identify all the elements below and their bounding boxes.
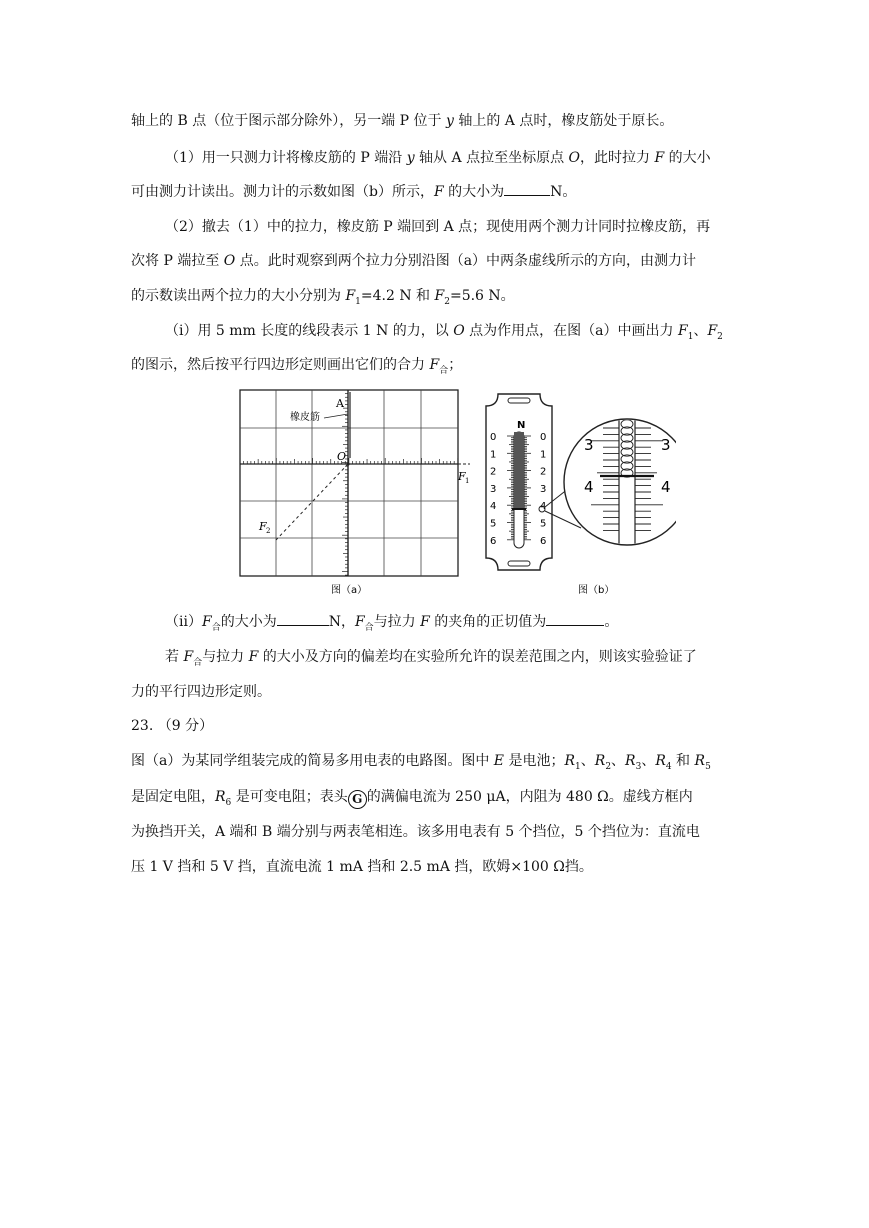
text-span: 是可变电阻；表头 <box>231 789 348 805</box>
text-span: 的大小为 <box>443 184 505 200</box>
var-R: R <box>625 753 636 769</box>
var-R: R <box>215 789 226 805</box>
text-span: 与拉力 <box>202 649 249 665</box>
zoom-label-3-left: 3 <box>584 436 594 454</box>
subscript: 1 <box>575 761 581 772</box>
text-span: 的大小为 <box>220 614 277 630</box>
text-line <box>165 148 711 168</box>
subscript: 2 <box>717 331 723 342</box>
y-axis-ticks <box>342 390 348 575</box>
scale-number-right: 4 <box>540 501 547 513</box>
scale-number-left: 1 <box>490 449 497 461</box>
var-F: F <box>420 614 430 630</box>
subscript: 4 <box>665 761 672 772</box>
label-A: A <box>336 397 344 410</box>
text-span: 、 <box>580 753 595 769</box>
subscript: 合 <box>364 622 374 633</box>
text-span: 可由测力计读出。测力计的示数如图（b）所示， <box>131 184 434 200</box>
label-F2-sub: 2 <box>266 527 271 535</box>
var-E: E <box>493 753 505 769</box>
scale-unit: N <box>517 420 526 431</box>
text-line <box>165 612 618 632</box>
text-span: 的示数读出两个拉力的大小分别为 <box>131 288 346 304</box>
var-R: R <box>655 753 666 769</box>
subscript: 合 <box>211 622 221 633</box>
text-span: 与拉力 <box>373 614 421 630</box>
scale-number-left: 6 <box>490 535 497 547</box>
var-F: F <box>201 614 212 630</box>
subscript: 1 <box>687 331 694 342</box>
text-line: 为换挡开关，A 端和 B 端分别与两表笔相连。该多用电表有 5 个挡位，5 个挡位为：直流电 <box>131 824 700 840</box>
origin-point <box>346 462 349 465</box>
scale-number-right: 6 <box>540 535 547 547</box>
text-span: 图（a）为某同学组装完成的简易多用电表的电路图。图中 <box>131 753 494 769</box>
label-F2: F <box>259 520 267 533</box>
text-span: 点。此时观察到两个拉力分别沿图（a）中两条虚线所示的方向，由测力计 <box>235 253 697 269</box>
answer-blank[interactable] <box>504 182 550 196</box>
zoom-label-4-left: 4 <box>584 478 594 496</box>
text-span: =4.2 N 和 <box>360 288 435 304</box>
var-F: F <box>354 614 365 630</box>
var-F: F <box>677 323 688 339</box>
text-span: 轴上的 B 点（位于图示部分除外），另一端 P 位于 <box>131 113 446 129</box>
zoom-view <box>564 416 676 550</box>
fig-a-grid <box>240 390 458 576</box>
question-number: 23. （9 分） <box>131 718 214 734</box>
text-span: 的大小及方向的偏差均在实验所允许的误差范围之内，则该实验验证了 <box>258 649 697 665</box>
var-F: F <box>345 288 356 304</box>
scale-number-left: 4 <box>490 501 497 513</box>
caption-a: 图（a） <box>331 585 368 596</box>
text-span: 、 <box>693 323 708 339</box>
scale-number-right: 0 <box>540 432 547 443</box>
text-span: 的夹角的正切值为 <box>429 614 547 630</box>
text-line <box>131 251 696 271</box>
subscript: 1 <box>355 296 361 307</box>
var-F: F <box>434 288 445 304</box>
text-line <box>131 182 576 202</box>
scale-number-left: 3 <box>490 483 497 495</box>
var-F: F <box>707 323 718 339</box>
text-span: 是电池； <box>504 753 565 769</box>
text-span: 若 <box>165 649 184 665</box>
text-line <box>131 751 711 771</box>
subscript: 合 <box>193 657 203 668</box>
label-F1: F <box>458 470 466 483</box>
scale-number-left: 0 <box>490 432 497 443</box>
var-F: F <box>248 649 259 665</box>
text-span: 的大小 <box>664 150 711 166</box>
text-span: 、 <box>641 753 656 769</box>
text-span: 次将 P 端拉至 <box>131 253 224 269</box>
text-line <box>131 355 462 375</box>
var-F: F <box>433 184 444 200</box>
var-F: F <box>183 649 194 665</box>
text-line <box>131 111 673 131</box>
fig-a <box>240 390 470 596</box>
subscript: 6 <box>225 797 232 808</box>
var-R: R <box>564 753 576 769</box>
text-line <box>165 321 723 341</box>
label-F1-sub: 1 <box>465 477 470 485</box>
text-line <box>165 647 697 667</box>
subscript: 2 <box>605 761 612 772</box>
label-rubber-band: 橡皮筋 <box>290 412 320 423</box>
caption-b: 图（b） <box>578 585 615 596</box>
answer-blank[interactable] <box>277 612 329 626</box>
text-span: 、 <box>611 753 626 769</box>
scale-number-right: 2 <box>540 466 547 478</box>
fig-b <box>486 394 676 596</box>
text-line: （2）撤去（1）中的拉力，橡皮筋 P 端回到 A 点；现使用两个测力计同时拉橡皮筋，再 <box>165 219 711 235</box>
text-span: 和 <box>671 753 695 769</box>
text-span: （ii） <box>165 614 202 630</box>
text-span: N。 <box>550 184 577 200</box>
scale-number-left: 5 <box>490 518 497 530</box>
subscript: 5 <box>705 761 711 772</box>
text-line <box>131 286 515 306</box>
text-span: 点为作用点，在图（a）中画出力 <box>464 323 678 339</box>
rubber-band-leader <box>324 414 348 418</box>
text-span: （i）用 5 mm 长度的线段表示 1 N 的力，以 <box>165 323 454 339</box>
subscript: 3 <box>635 761 642 772</box>
text-span: =5.6 N。 <box>449 288 515 304</box>
zoom-label-4-right: 4 <box>661 478 671 496</box>
text-span: N， <box>328 614 355 630</box>
text-span: （1）用一只测力计将橡皮筋的 P 端沿 <box>165 150 407 166</box>
var-y: y <box>445 113 454 129</box>
scale-number-right: 3 <box>540 483 547 495</box>
var-F: F <box>654 150 665 166</box>
var-y: y <box>406 150 415 166</box>
subscript: 2 <box>444 296 450 307</box>
var-R: R <box>694 753 706 769</box>
spring-coil <box>514 432 524 510</box>
var-F: F <box>429 357 440 373</box>
zoom-label-3-right: 3 <box>661 436 671 454</box>
label-O: O <box>337 450 347 463</box>
text-span: 是固定电阻， <box>131 789 215 805</box>
var-R: R <box>594 753 606 769</box>
text-span: 的图示，然后按平行四边形定则画出它们的合力 <box>131 357 430 373</box>
text-line: 力的平行四边形定则。 <box>131 684 271 700</box>
text-span: 。 <box>604 614 619 630</box>
var-O: O <box>453 323 465 339</box>
var-O: O <box>223 253 236 269</box>
text-span: 轴从 A 点拉至坐标原点 <box>414 150 569 166</box>
scale-number-left: 2 <box>490 466 497 478</box>
scale-number-right: 5 <box>540 518 547 530</box>
fig-a-frame <box>240 390 458 576</box>
text-line: 压 1 V 挡和 5 V 挡，直流电流 1 mA 挡和 2.5 mA 挡，欧姆×100 Ω挡。 <box>131 859 593 875</box>
text-line <box>131 787 693 809</box>
text-span: ，此时拉力 <box>580 150 655 166</box>
scale-number-right: 1 <box>540 449 547 461</box>
text-span: ； <box>448 357 463 373</box>
galvanometer-icon: G <box>348 790 367 809</box>
subscript: 合 <box>439 365 449 376</box>
answer-blank[interactable] <box>546 612 604 626</box>
text-span: 轴上的 A 点时，橡皮筋处于原长。 <box>453 113 674 129</box>
experiment-figure <box>236 388 676 600</box>
var-O: O <box>568 150 581 166</box>
text-span: 的满偏电流为 250 μA，内阻为 480 Ω。虚线方框内 <box>366 789 693 805</box>
